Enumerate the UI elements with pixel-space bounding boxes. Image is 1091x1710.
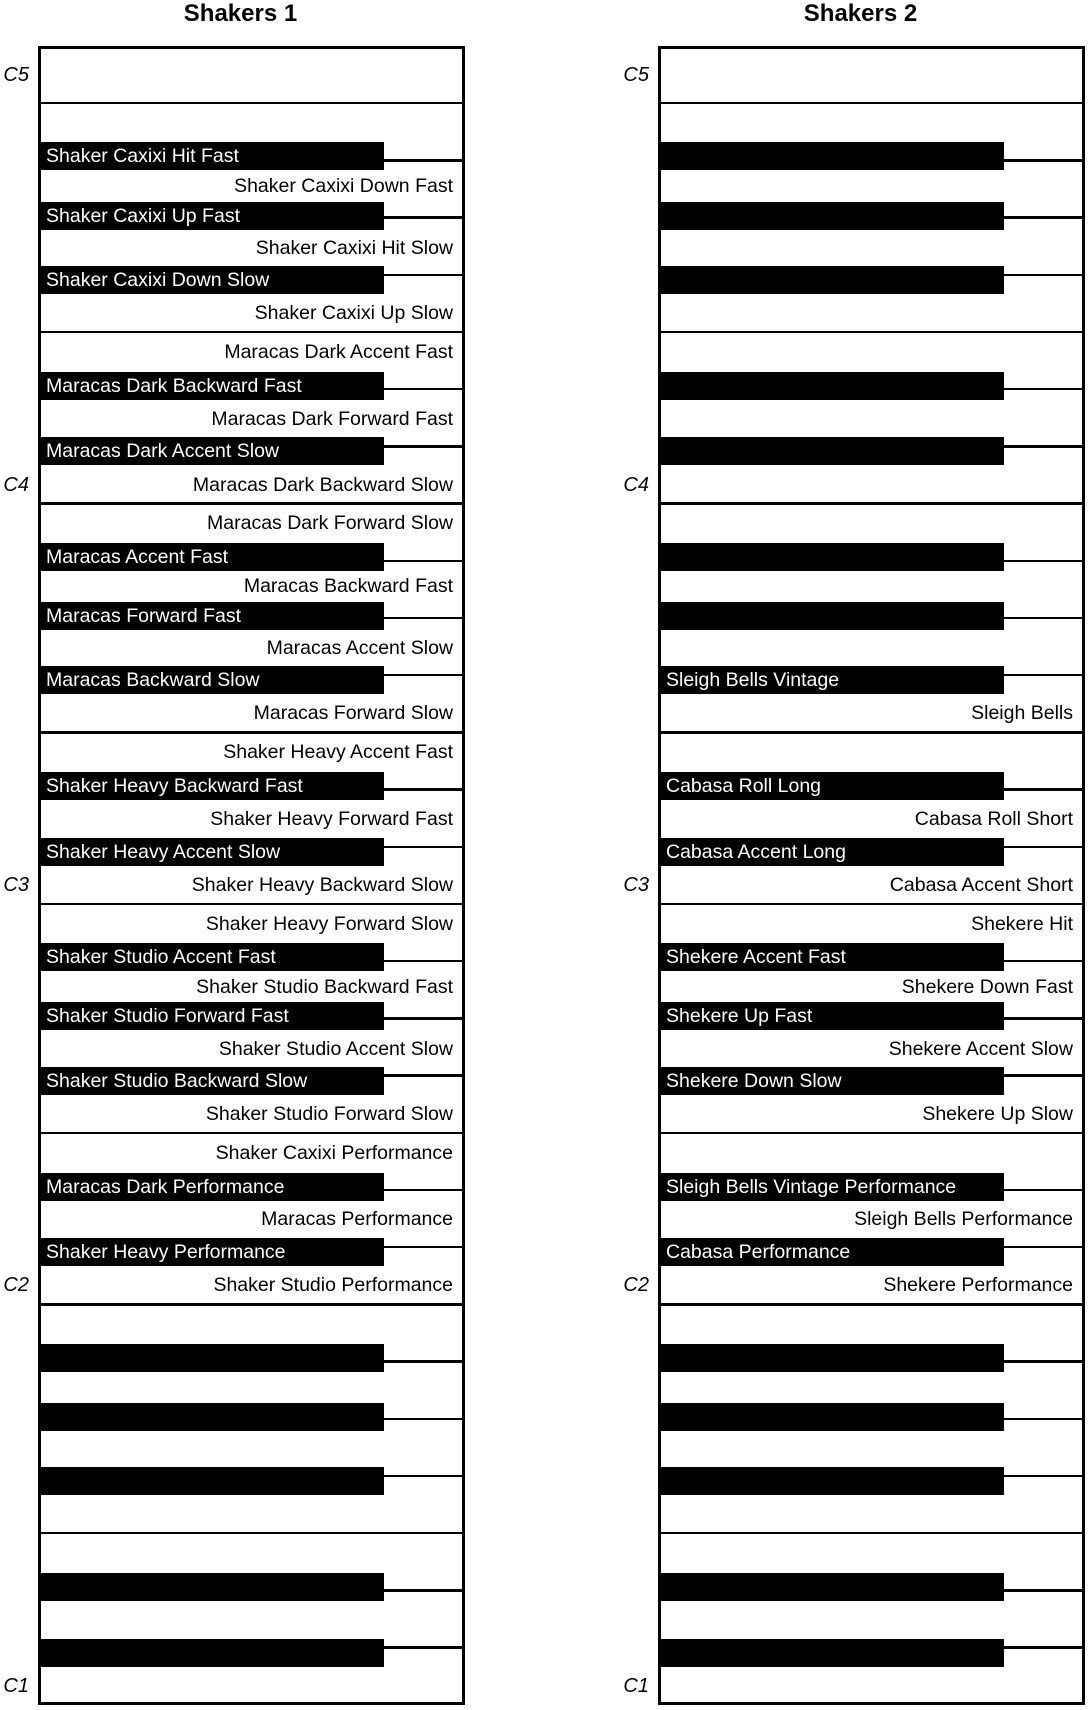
keyboard-shakers-2 xyxy=(658,46,1085,1705)
black-key-F#4 xyxy=(658,266,1004,294)
white-key-label-B3: Maracas Dark Forward Slow xyxy=(207,512,453,535)
black-key-F#4: Shaker Caxixi Down Slow xyxy=(38,266,384,294)
white-key-label-F2: Shaker Studio Forward Slow xyxy=(205,1102,453,1125)
black-key-D#3: Shaker Heavy Backward Fast xyxy=(38,772,384,800)
black-key-G#1 xyxy=(38,1403,384,1431)
black-key-G#2: Shaker Studio Forward Fast xyxy=(38,1002,384,1030)
white-key-label-D2: Maracas Performance xyxy=(261,1208,453,1231)
white-key-label-C3: Shaker Heavy Backward Slow xyxy=(191,873,453,896)
black-key-D#3: Cabasa Roll Long xyxy=(658,772,1004,800)
black-key-G#4 xyxy=(658,202,1004,230)
black-key-G#3 xyxy=(658,602,1004,630)
black-key-G#3: Maracas Forward Fast xyxy=(38,602,384,630)
black-key-D#2: Sleigh Bells Vintage Performance xyxy=(658,1173,1004,1201)
octave-marker-C1: C1 xyxy=(3,1674,29,1697)
keyboard-title-shakers-2: Shakers 2 xyxy=(803,0,918,27)
white-key-divider xyxy=(38,1303,465,1306)
white-key-divider xyxy=(658,1132,1085,1135)
octave-marker-C5: C5 xyxy=(3,63,29,86)
black-key-F#1 xyxy=(658,1467,1004,1495)
white-key-divider xyxy=(658,102,1085,105)
black-key-D#2: Maracas Dark Performance xyxy=(38,1173,384,1201)
black-key-G#4: Shaker Caxixi Up Fast xyxy=(38,202,384,230)
black-key-G#1 xyxy=(658,1403,1004,1431)
octave-marker-C1: C1 xyxy=(623,1674,649,1697)
white-key-divider xyxy=(38,1532,465,1535)
black-key-C#3: Shaker Heavy Accent Slow xyxy=(38,838,384,866)
octave-marker-C4: C4 xyxy=(3,473,29,496)
white-key-label-G3: Maracas Accent Slow xyxy=(266,637,453,660)
black-key-C#4 xyxy=(658,437,1004,465)
white-key-divider xyxy=(658,731,1085,734)
octave-marker-C3: C3 xyxy=(3,873,29,896)
keyboard-title-shakers-1: Shakers 1 xyxy=(183,0,298,27)
white-key-label-C2: Shekere Performance xyxy=(883,1274,1073,1297)
white-key-label-C4: Maracas Dark Backward Slow xyxy=(192,473,453,496)
white-key-label-E2: Shaker Caxixi Performance xyxy=(215,1141,453,1164)
white-key-divider xyxy=(38,731,465,734)
black-key-F#1 xyxy=(38,1467,384,1495)
black-key-A#1 xyxy=(658,1344,1004,1372)
white-key-label-D2: Sleigh Bells Performance xyxy=(854,1208,1073,1231)
black-key-F#3: Sleigh Bells Vintage xyxy=(658,666,1004,694)
white-key-label-B2: Shekere Hit xyxy=(971,912,1073,935)
white-key-label-G4: Shaker Caxixi Hit Slow xyxy=(255,236,453,259)
octave-marker-C5: C5 xyxy=(623,63,649,86)
black-key-A#3 xyxy=(658,543,1004,571)
black-key-A#4: Shaker Caxixi Hit Fast xyxy=(38,142,384,170)
white-key-label-D3: Shaker Heavy Forward Fast xyxy=(210,807,453,830)
white-key-label-B2: Shaker Heavy Forward Slow xyxy=(205,912,453,935)
white-key-divider xyxy=(38,1132,465,1135)
white-key-label-A2: Shaker Studio Backward Fast xyxy=(196,975,453,998)
octave-marker-C2: C2 xyxy=(3,1274,29,1297)
white-key-label-A3: Maracas Backward Fast xyxy=(243,575,453,598)
white-key-label-G2: Shekere Accent Slow xyxy=(888,1037,1073,1060)
white-key-label-F2: Shekere Up Slow xyxy=(922,1102,1073,1125)
octave-marker-C4: C4 xyxy=(623,473,649,496)
black-key-F#2: Shaker Studio Backward Slow xyxy=(38,1067,384,1095)
white-key-divider xyxy=(658,1303,1085,1306)
black-key-A#1 xyxy=(38,1344,384,1372)
white-key-divider xyxy=(38,331,465,334)
black-key-F#2: Shekere Down Slow xyxy=(658,1067,1004,1095)
white-key-label-G2: Shaker Studio Accent Slow xyxy=(218,1037,453,1060)
white-key-label-E3: Shaker Heavy Accent Fast xyxy=(223,741,453,764)
black-key-G#2: Shekere Up Fast xyxy=(658,1002,1004,1030)
white-key-label-F4: Shaker Caxixi Up Slow xyxy=(254,301,453,324)
octave-marker-C3: C3 xyxy=(623,873,649,896)
white-key-label-E4: Maracas Dark Accent Fast xyxy=(224,340,453,363)
white-key-divider xyxy=(38,502,465,505)
white-key-divider xyxy=(658,1532,1085,1535)
octave-marker-C2: C2 xyxy=(623,1274,649,1297)
white-key-divider xyxy=(658,331,1085,334)
black-key-D#4 xyxy=(658,372,1004,400)
white-key-C5 xyxy=(658,46,1085,103)
white-key-C5 xyxy=(38,46,465,103)
black-key-C#2: Cabasa Performance xyxy=(658,1238,1004,1266)
white-key-divider xyxy=(658,903,1085,906)
keyboard-shakers-1 xyxy=(38,46,465,1705)
black-key-C#4: Maracas Dark Accent Slow xyxy=(38,437,384,465)
black-key-C#3: Cabasa Accent Long xyxy=(658,838,1004,866)
white-key-label-A2: Shekere Down Fast xyxy=(901,975,1073,998)
white-key-label-C3: Cabasa Accent Short xyxy=(889,873,1073,896)
white-key-label-C2: Shaker Studio Performance xyxy=(213,1274,453,1297)
white-key-divider xyxy=(658,502,1085,505)
black-key-A#2: Shaker Studio Accent Fast xyxy=(38,943,384,971)
white-key-label-F3: Sleigh Bells xyxy=(971,702,1073,725)
black-key-C#1 xyxy=(38,1639,384,1667)
white-key-label-A4: Shaker Caxixi Down Fast xyxy=(234,175,453,197)
white-key-label-F3: Maracas Forward Slow xyxy=(253,702,453,725)
black-key-F#3: Maracas Backward Slow xyxy=(38,666,384,694)
black-key-A#4 xyxy=(658,142,1004,170)
black-key-D#1 xyxy=(38,1573,384,1601)
black-key-A#2: Shekere Accent Fast xyxy=(658,943,1004,971)
black-key-A#3: Maracas Accent Fast xyxy=(38,543,384,571)
white-key-label-D4: Maracas Dark Forward Fast xyxy=(211,407,453,430)
black-key-C#1 xyxy=(658,1639,1004,1667)
white-key-label-D3: Cabasa Roll Short xyxy=(914,807,1073,830)
white-key-divider xyxy=(38,102,465,105)
white-key-divider xyxy=(38,903,465,906)
black-key-D#1 xyxy=(658,1573,1004,1601)
black-key-D#4: Maracas Dark Backward Fast xyxy=(38,372,384,400)
black-key-C#2: Shaker Heavy Performance xyxy=(38,1238,384,1266)
